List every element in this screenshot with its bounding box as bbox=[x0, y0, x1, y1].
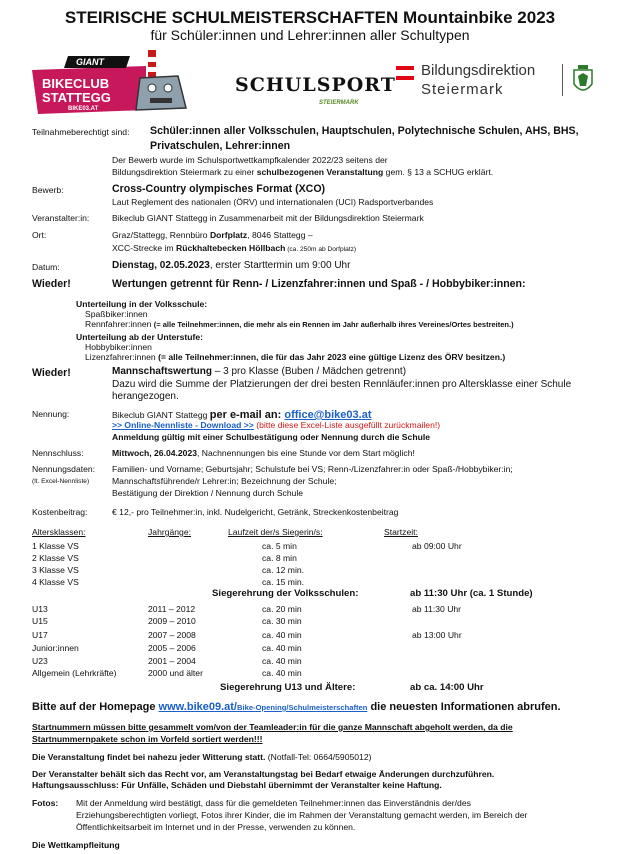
footer-signature: Die Wettkampfleitung bbox=[32, 840, 120, 850]
us-line1: Hobbybiker:innen bbox=[85, 342, 152, 352]
table-row bbox=[32, 553, 592, 563]
wieder1-label: Wieder! bbox=[32, 278, 71, 290]
us-line2 bbox=[85, 352, 505, 362]
aenderungen-line: Der Veranstalter behält sich das Recht vor, am Veranstaltungstag bei Bedarf etwaige Änderungen durchzuführen. bbox=[32, 769, 495, 779]
schulsport-logo bbox=[235, 68, 396, 110]
table-cell-class: U23 bbox=[32, 656, 48, 666]
ceremony-u-label: Siegerehrung U13 und Ältere: bbox=[220, 682, 356, 693]
table-cell-class: 3 Klasse VS bbox=[32, 565, 79, 575]
table-cell-time: ca. 20 min bbox=[262, 604, 302, 614]
ort-line1c: , 8046 Stattegg – bbox=[247, 230, 313, 240]
wieder2-line1 bbox=[112, 366, 406, 377]
table-row bbox=[32, 630, 592, 640]
table-cell-year: 2011 – 2012 bbox=[148, 604, 196, 614]
ceremony-vs-time: ab 11:30 Uhr (ca. 1 Stunde) bbox=[410, 588, 533, 599]
table-cell-class: U13 bbox=[32, 604, 48, 614]
table-header-time: Laufzeit der/s Siegerin/s: bbox=[228, 527, 323, 537]
homepage-prefix: Bitte auf der Homepage bbox=[32, 701, 159, 713]
nennschluss-label: Nennschluss: bbox=[32, 448, 84, 458]
ort-line2c: (ca. 250m ab Dorfplatz) bbox=[285, 246, 357, 253]
table-cell-class: 1 Klasse VS bbox=[32, 541, 79, 551]
kosten-text: € 12,- pro Teilnehmer:in, inkl. Nudelgericht, Getränk, Streckenkostenbeitrag bbox=[112, 507, 399, 517]
schulsport-sub: STEIERMARK bbox=[319, 100, 359, 106]
teilnahme-label: Teilnahmeberechtigt sind: bbox=[32, 127, 130, 137]
bd-line2: Steiermark bbox=[421, 81, 504, 98]
ort-line2 bbox=[112, 243, 356, 255]
table-cell-year: 2000 und älter bbox=[148, 668, 203, 678]
wieder2-line1b: – 3 pro Klasse (Buben / Mädchen getrennt) bbox=[212, 366, 407, 377]
table-cell-time: ca. 12 min. bbox=[262, 565, 305, 575]
nennungsdaten-label: Nennungsdaten: bbox=[32, 464, 96, 474]
table-cell-year: 2007 – 2008 bbox=[148, 630, 196, 640]
table-cell-class: U15 bbox=[32, 616, 48, 626]
homepage-suffix: die neuesten Informationen abrufen. bbox=[367, 701, 561, 713]
nennschluss-date: Mittwoch, 26.04.2023 bbox=[112, 448, 198, 458]
homepage-path-link[interactable]: Bike-Opening/Schulmeisterschaften bbox=[237, 703, 368, 712]
us-heading: Unterteilung ab der Unterstufe: bbox=[76, 332, 204, 342]
witterung-line bbox=[32, 752, 371, 762]
steiermark-crest-icon bbox=[572, 64, 594, 96]
table-cell-year: 2009 – 2010 bbox=[148, 616, 196, 626]
table-row bbox=[32, 616, 592, 626]
table-cell-year: 2005 – 2006 bbox=[148, 643, 196, 653]
ceremony-vs-label: Siegerehrung der Volksschulen: bbox=[212, 588, 359, 599]
fotos-line1: Mit der Anmeldung wird bestätigt, dass für die gemeldeten Teilnehmer:innen das Einverständnis der/des bbox=[76, 798, 471, 808]
bewerb-rules: Laut Reglement des nationalen (ÖRV) und internationalen (UCI) Radsportverbandes bbox=[112, 197, 434, 207]
datum-label: Datum: bbox=[32, 262, 60, 272]
veranstalter-label: Veranstalter:in: bbox=[32, 213, 90, 223]
table-header-start: Startzeit: bbox=[384, 527, 418, 537]
wieder2-line1a: Mannschaftswertung bbox=[112, 366, 213, 377]
nennung-line1b: per e-mail an: bbox=[209, 409, 285, 421]
table-header-class: Altersklassen: bbox=[32, 527, 86, 537]
nennschluss-note: , Nachnennungen bis eine Stunde vor dem Start möglich! bbox=[197, 448, 415, 458]
online-nennliste-download-link[interactable]: >> Online-Nennliste - Download >> bbox=[112, 420, 254, 430]
bildungsdirektion-logo bbox=[396, 62, 606, 102]
schulsport-text: SCHULSPORT bbox=[235, 74, 396, 96]
wieder2-label: Wieder! bbox=[32, 367, 71, 379]
table-cell-time: ca. 15 min. bbox=[262, 577, 305, 587]
teilnahme-line4a: Bildungsdirektion Steiermark zu einer bbox=[112, 167, 257, 177]
startnummern-line2: Startnummernpakete schon im Vorfeld sortiert werden!!! bbox=[32, 734, 263, 744]
datum-time: , erster Starttermin um 9:00 Uhr bbox=[209, 260, 351, 271]
notfall-tel: (Notfall-Tel: 0664/5905012) bbox=[265, 752, 372, 762]
austria-flag-icon bbox=[396, 66, 414, 80]
table-cell-time: ca. 30 min bbox=[262, 616, 302, 626]
table-cell-time: ca. 8 min bbox=[262, 553, 297, 563]
table-header-year: Jahrgänge: bbox=[148, 527, 192, 537]
startnummern-line1: Startnummern müssen bitte gesammelt vom/von der Teamleader:in für die ganze Mannschaft abgeholt werden, da die bbox=[32, 722, 513, 732]
bewerb-label: Bewerb: bbox=[32, 185, 64, 195]
vs-line2b: (= alle Teilnehmer:innen, die mehr als ein Rennen im Jahr außerhalb ihres Vereines/Ortes bestreiten.) bbox=[153, 320, 514, 329]
ort-line2a: XCC-Strecke im bbox=[112, 243, 176, 253]
page-title: STEIRISCHE SCHULMEISTERSCHAFTEN Mountainbike 2023 bbox=[64, 8, 556, 27]
table-cell-class: Junior:innen bbox=[32, 643, 79, 653]
bikeclub-line2: STATTEGG bbox=[42, 90, 111, 105]
logo-divider bbox=[562, 64, 563, 96]
nennschluss-text bbox=[112, 448, 415, 458]
ceremony-u-time: ab ca. 14:00 Uhr bbox=[410, 682, 484, 693]
table-cell-time: ca. 40 min bbox=[262, 630, 302, 640]
nennung-link-note: (bitte diese Excel-Liste ausgefüllt zurückmailen!) bbox=[253, 420, 441, 430]
wieder2-line3: herangezogen. bbox=[112, 391, 179, 402]
nennungsdaten-line2: Mannschaftsführende/r Lehrer:in; Bezeichnung der Schule; bbox=[112, 476, 337, 486]
bewerb-title: Cross-Country olympisches Format (XCO) bbox=[112, 183, 326, 195]
page-subtitle: für Schüler:innen und Lehrer:innen aller Schultypen bbox=[150, 27, 470, 43]
wieder1-text: Wertungen getrennt für Renn- / Lizenzfahrer:innen und Spaß - / Hobbybiker:innen: bbox=[112, 278, 526, 290]
table-cell-time: ca. 40 min bbox=[262, 668, 302, 678]
teilnahme-line2: Privatschulen, Lehrer:innen bbox=[150, 140, 291, 152]
table-cell-year: 2001 – 2004 bbox=[148, 656, 196, 666]
table-cell-class: Allgemein (Lehrkräfte) bbox=[32, 668, 117, 678]
datum-text bbox=[112, 260, 350, 271]
table-cell-time: ca. 5 min bbox=[262, 541, 297, 551]
datum-date: Dienstag, 02.05.2023 bbox=[112, 260, 210, 271]
witterung-text: Die Veranstaltung findet bei nahezu jeder Witterung statt. bbox=[32, 752, 266, 762]
table-row bbox=[32, 668, 592, 678]
nennung-line3: Anmeldung gültig mit einer Schulbestätigung oder Nennung durch die Schule bbox=[112, 432, 430, 442]
vs-heading: Unterteilung in der Volksschule: bbox=[76, 299, 208, 309]
table-cell-start: ab 09:00 Uhr bbox=[412, 541, 462, 551]
table-row bbox=[32, 577, 592, 587]
haftung-line: Haftungsausschluss: Für Unfälle, Schäden und Diebstahl übernimmt der Veranstalter keine Haftung. bbox=[32, 780, 442, 790]
table-row bbox=[32, 656, 592, 666]
teilnahme-line3: Der Bewerb wurde im Schulsportwettkampfkalender 2022/23 seitens der bbox=[112, 155, 388, 165]
vs-line2 bbox=[85, 319, 514, 330]
kosten-label: Kostenbeitrag: bbox=[32, 507, 88, 517]
table-row bbox=[32, 565, 592, 575]
bikeclub-brand: GIANT bbox=[76, 57, 104, 67]
table-cell-start: ab 11:30 Uhr bbox=[412, 604, 462, 614]
teilnahme-line1: Schüler:innen aller Volksschulen, Hauptschulen, Polytechnische Schulen, AHS, BHS, bbox=[150, 125, 579, 137]
vs-line1: Spaßbiker:innen bbox=[85, 309, 148, 319]
teilnahme-line4 bbox=[112, 167, 493, 177]
bikeclub-url: BIKE03.AT bbox=[68, 106, 99, 112]
table-cell-start: ab 13:00 Uhr bbox=[412, 630, 462, 640]
table-cell-class: 4 Klasse VS bbox=[32, 577, 79, 587]
us-line2a: Lizenzfahrer:innen bbox=[85, 352, 159, 362]
ort-label: Ort: bbox=[32, 230, 47, 240]
fotos-line3: Öffentlichkeitsarbeit im Internet und in der Presse, verwenden zu können. bbox=[76, 822, 356, 832]
veranstalter-text: Bikeclub GIANT Stattegg in Zusammenarbeit mit der Bildungsdirektion Steiermark bbox=[112, 213, 424, 223]
fotos-line2: Erziehungsberechtigten vorliegt, Fotos ihrer Kinder, die im Rahmen der Veranstaltung gemacht werden, im Bereich der bbox=[76, 810, 528, 820]
nennungsdaten-line3: Bestätigung der Direktion / Nennung durch Schule bbox=[112, 488, 304, 498]
fotos-label: Fotos: bbox=[32, 798, 59, 808]
email-link[interactable]: office@bike03.at bbox=[284, 409, 372, 421]
table-cell-class: 2 Klasse VS bbox=[32, 553, 79, 563]
nennungsdaten-sublabel: (lt. Excel-Nennliste) bbox=[32, 478, 90, 485]
ort-line1b: Dorfplatz bbox=[209, 230, 248, 240]
vs-line2a: Rennfahrer:innen bbox=[85, 319, 154, 329]
table-cell-class: U17 bbox=[32, 630, 48, 640]
nennungsdaten-line1: Familien- und Vorname; Geburtsjahr; Schulstufe bei VS; Renn-/Lizenzfahrer:in oder Spaß-/Hobbybiker:in; bbox=[112, 464, 513, 474]
nennung-line1a: Bikeclub GIANT Stattegg bbox=[112, 410, 210, 420]
table-row bbox=[32, 643, 592, 653]
schedule-table bbox=[32, 527, 592, 697]
ort-line1a: Graz/Stattegg, Rennbüro bbox=[112, 230, 210, 240]
teilnahme-line4c: gem. § 13 a SCHUG erklärt. bbox=[383, 167, 494, 177]
bd-line1: Bildungsdirektion bbox=[421, 62, 536, 79]
bikeclub-line1: BIKECLUB bbox=[42, 76, 110, 91]
us-line2b: (= alle Teilnehmer:innen, die für das Jahr 2023 eine gültige Lizenz des ÖRV besitzen.) bbox=[158, 352, 506, 362]
nennung-line2 bbox=[112, 420, 440, 430]
table-row bbox=[32, 604, 592, 614]
wieder2-line2: Dazu wird die Summe der Platzierungen der drei besten Rennläufer:innen pro Altersklasse einer Schule bbox=[112, 379, 572, 390]
homepage-link[interactable]: www.bike09.at/ bbox=[158, 701, 237, 713]
table-row bbox=[32, 541, 592, 551]
ort-line2b: Rückhaltebecken Höllbach bbox=[175, 243, 286, 253]
table-cell-time: ca. 40 min bbox=[262, 656, 302, 666]
ort-line1 bbox=[112, 230, 313, 240]
table-cell-time: ca. 40 min bbox=[262, 643, 302, 653]
homepage-line bbox=[32, 701, 561, 713]
teilnahme-line4b: schulbezogenen Veranstaltung bbox=[256, 167, 384, 177]
nennung-label: Nennung: bbox=[32, 409, 70, 419]
bikeclub-logo bbox=[28, 48, 203, 118]
